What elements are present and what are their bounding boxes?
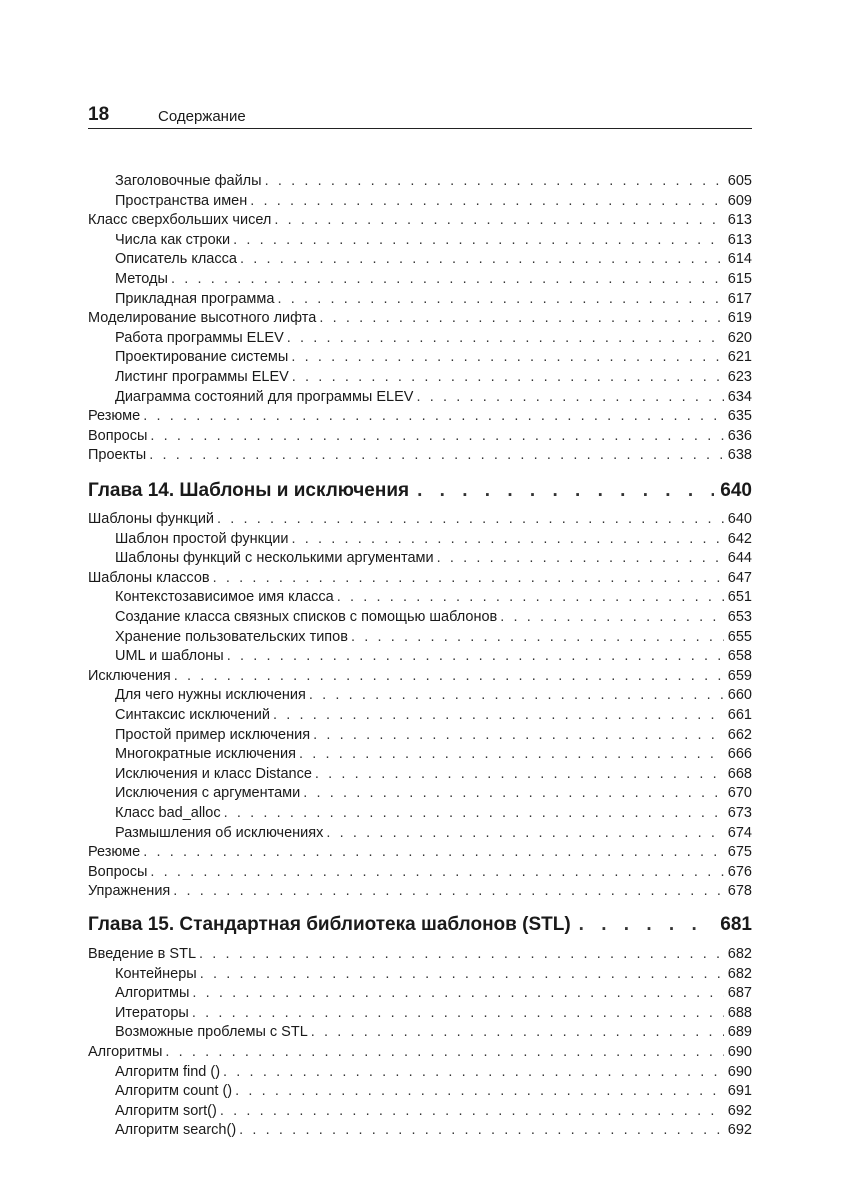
- toc-entry: [88, 1101, 752, 1121]
- toc-entry-title: Контекстозависимое имя класса: [115, 589, 334, 606]
- dot-leader: [416, 387, 723, 407]
- toc-entry: [88, 842, 752, 862]
- dot-leader: [315, 764, 724, 784]
- dot-leader: [173, 881, 724, 901]
- dot-leader: [299, 744, 724, 764]
- toc-entry-page: 617: [727, 290, 752, 307]
- toc-entry-title: Введение в STL: [88, 946, 197, 962]
- toc-entry-page: 689: [727, 1024, 752, 1041]
- dot-leader: [265, 171, 724, 191]
- toc-entry-page: 647: [727, 569, 752, 586]
- dot-leader: [149, 445, 724, 465]
- dot-leader: [351, 627, 724, 647]
- dot-leader: [239, 1120, 724, 1140]
- toc-entry: [88, 862, 752, 882]
- dot-leader: [235, 1081, 724, 1101]
- dot-leader: [150, 426, 723, 446]
- dot-leader: [274, 210, 723, 230]
- toc-entry-page: 673: [727, 805, 752, 821]
- dot-leader: [287, 328, 724, 348]
- toc-entry: [88, 744, 752, 764]
- toc-entry-page: 609: [727, 192, 752, 209]
- dot-leader: [326, 823, 723, 843]
- toc-entry-page: 655: [727, 628, 752, 645]
- dot-leader: [250, 191, 724, 211]
- toc-entry-title: Многократные исключения: [115, 746, 296, 763]
- dot-leader: [309, 685, 724, 705]
- dot-leader: [165, 1042, 723, 1062]
- toc-entry-title: Для чего нужны исключения: [115, 687, 306, 704]
- dot-leader: [227, 646, 724, 666]
- dot-leader: [213, 568, 724, 588]
- toc-entry: [88, 881, 752, 901]
- toc-entry: [88, 783, 752, 803]
- toc-entry-page: 613: [727, 212, 752, 229]
- dot-leader: [200, 964, 724, 984]
- toc-entry-title: Алгоритмы: [115, 985, 190, 1002]
- chapter-title: Глава 14. Шаблоны и исключения: [88, 480, 410, 501]
- toc-entry-page: 690: [727, 1044, 752, 1060]
- toc-entry-title: Прикладная программа: [115, 290, 275, 307]
- toc-entry-title: Алгоритм find (): [115, 1063, 221, 1080]
- toc-entry: [88, 529, 752, 549]
- toc-entry-page: 678: [727, 883, 752, 900]
- toc-entry-page: 623: [727, 369, 752, 385]
- dot-leader: [150, 862, 723, 882]
- toc-entry: [88, 406, 752, 426]
- toc-entry-page: 670: [727, 785, 752, 802]
- toc-entry-title: Шаблон простой функции: [115, 530, 289, 547]
- toc-entry-page: 651: [727, 589, 752, 606]
- toc-entry-title: Шаблоны функций: [88, 511, 215, 527]
- toc-entry-title: Синтаксис исключений: [115, 707, 270, 723]
- dot-leader: [291, 347, 723, 367]
- toc-entry: [88, 666, 752, 686]
- toc-entry-page: 615: [727, 271, 752, 287]
- dot-leader: [319, 308, 723, 328]
- toc-entry-page: 682: [727, 946, 752, 962]
- toc-entry: [88, 367, 752, 387]
- toc-entry-title: Проекты: [88, 447, 147, 464]
- toc-entry: [88, 685, 752, 705]
- toc-entry-page: 621: [727, 349, 752, 366]
- toc-entry: [88, 328, 752, 348]
- dot-leader: [500, 607, 724, 627]
- toc-entry-page: 688: [727, 1004, 752, 1021]
- toc-entry-title: Итераторы: [115, 1004, 189, 1021]
- toc-entry-title: Листинг программы ELEV: [115, 369, 289, 385]
- page-header: [88, 104, 752, 129]
- toc-entry-page: 636: [727, 427, 752, 444]
- toc-entry: [88, 445, 752, 465]
- toc-entry: [88, 944, 752, 964]
- toc-entry-page: 619: [727, 310, 752, 327]
- dot-leader: [437, 548, 724, 568]
- toc-entry-title: Класс bad_alloc: [115, 805, 221, 821]
- toc-entry-page: 692: [727, 1102, 752, 1119]
- toc-entry: [88, 587, 752, 607]
- dot-leader: [199, 944, 724, 964]
- chapter-14-heading: [88, 478, 752, 504]
- toc-entry-title: Шаблоны функций с несколькими аргументами: [115, 550, 434, 567]
- toc-entry-title: Резюме: [88, 408, 141, 425]
- toc-entry-title: Контейнеры: [115, 965, 197, 982]
- toc-entry-page: 662: [727, 726, 752, 743]
- dot-leader: [224, 803, 724, 823]
- dot-leader: [174, 666, 724, 686]
- toc-entry: [88, 249, 752, 269]
- toc-entry-page: 692: [727, 1122, 752, 1139]
- toc-entry-title: Заголовочные файлы: [115, 173, 262, 189]
- toc-entry: [88, 764, 752, 784]
- toc-entry-title: Шаблоны классов: [88, 569, 210, 586]
- toc-entry-page: 659: [727, 667, 752, 684]
- toc-entry: [88, 983, 752, 1003]
- dot-leader: [171, 269, 724, 289]
- dot-leader: [143, 406, 724, 426]
- toc-entry: [88, 548, 752, 568]
- toc-entry: [88, 705, 752, 725]
- toc-entry: [88, 1003, 752, 1023]
- toc-entry-title: Исключения: [88, 667, 171, 684]
- toc-entry: [88, 308, 752, 328]
- toc-entry-page: 666: [727, 746, 752, 763]
- dot-leader: [217, 509, 724, 529]
- toc-entry: [88, 803, 752, 823]
- toc-entry-title: Резюме: [88, 844, 141, 861]
- toc-entry-page: 668: [727, 765, 752, 782]
- toc-entry-title: Пространства имен: [115, 192, 248, 209]
- toc-entry-title: Возможные проблемы с STL: [115, 1024, 308, 1041]
- dot-leader: [292, 529, 724, 549]
- toc-entry: [88, 568, 752, 588]
- dot-leader: [273, 705, 724, 725]
- toc-entry-title: Хранение пользовательских типов: [115, 628, 348, 645]
- dot-leader: [240, 249, 724, 269]
- toc-entry: [88, 289, 752, 309]
- dot-leader: [143, 842, 724, 862]
- toc-entry-title: Алгоритм count (): [115, 1083, 233, 1100]
- toc-entry-title: Исключения и класс Distance: [115, 765, 312, 782]
- toc-entry-page: 642: [727, 530, 752, 547]
- toc-entry: [88, 509, 752, 529]
- toc-entry: [88, 230, 752, 250]
- toc-entry-page: 613: [727, 231, 752, 248]
- chapter-15-heading: [88, 912, 752, 938]
- toc-entry-title: Проектирование системы: [115, 349, 289, 366]
- toc-entry-page: 614: [727, 251, 752, 268]
- toc-entry-title: Алгоритм sort(): [115, 1102, 217, 1119]
- toc-entry-page: 634: [727, 388, 752, 405]
- dot-leader: [192, 983, 723, 1003]
- dot-leader: [192, 1003, 724, 1023]
- toc-entry-title: Алгоритм search(): [115, 1122, 237, 1139]
- running-title: Содержание: [158, 108, 246, 125]
- toc-entry: [88, 646, 752, 666]
- toc-entry: [88, 191, 752, 211]
- toc-entry-title: Простой пример исключения: [115, 726, 311, 743]
- dot-leader: [337, 587, 724, 607]
- toc-entry-title: Класс сверхбольших чисел: [88, 212, 272, 229]
- toc-entry: [88, 171, 752, 191]
- toc-entry-page: 640: [727, 511, 752, 527]
- toc-entry-page: 620: [727, 329, 752, 346]
- toc-entry-page: 644: [727, 550, 752, 567]
- dot-leader: [292, 367, 724, 387]
- toc-entry-title: Алгоритмы: [88, 1044, 163, 1060]
- toc-entry-page: 605: [727, 173, 752, 189]
- toc-entry-page: 661: [727, 707, 752, 723]
- toc-entry-page: 687: [727, 985, 752, 1002]
- dot-leader: [220, 1101, 724, 1121]
- chapter-title: Глава 15. Стандартная библиотека шаблонов (STL): [88, 914, 571, 935]
- toc-entry-page: 682: [727, 965, 752, 982]
- toc-entry-title: Исключения с аргументами: [115, 785, 301, 802]
- toc-entry-title: Создание класса связных списков с помощью шаблонов: [115, 609, 498, 625]
- toc-entry-page: 660: [727, 687, 752, 704]
- toc-entry: [88, 426, 752, 446]
- dot-leader: [311, 1022, 724, 1042]
- page-number: 18: [88, 104, 110, 125]
- toc-entry-title: UML и шаблоны: [115, 648, 224, 665]
- toc-entry: [88, 823, 752, 843]
- toc-entry-title: Размышления об исключениях: [115, 824, 324, 841]
- toc-entry-page: 635: [727, 408, 752, 425]
- toc-entry: [88, 269, 752, 289]
- toc-entry-title: Описатель класса: [115, 251, 237, 268]
- toc-entry: [88, 1081, 752, 1101]
- toc-entry-title: Вопросы: [88, 863, 148, 880]
- toc-entry: [88, 1120, 752, 1140]
- toc-entry-title: Работа программы ELEV: [115, 329, 284, 346]
- toc-entry: [88, 627, 752, 647]
- toc-entry-page: 690: [727, 1063, 752, 1080]
- chapter-page: 640: [720, 480, 752, 501]
- toc-entry: [88, 210, 752, 230]
- toc-entry-page: 675: [727, 844, 752, 861]
- dot-leader: [417, 478, 714, 504]
- dot-leader: [277, 289, 723, 309]
- dot-leader: [223, 1062, 724, 1082]
- toc-entry: [88, 387, 752, 407]
- toc-entry: [88, 1062, 752, 1082]
- dot-leader: [313, 725, 724, 745]
- dot-leader: [233, 230, 724, 250]
- toc-entry-title: Методы: [115, 271, 168, 287]
- toc-entry-title: Вопросы: [88, 427, 148, 444]
- toc-entry: [88, 964, 752, 984]
- toc-entry-page: 653: [727, 609, 752, 625]
- dot-leader: [579, 912, 715, 938]
- toc-entry-page: 691: [727, 1083, 752, 1100]
- toc-entry: [88, 1042, 752, 1062]
- chapter-page: 681: [720, 914, 752, 935]
- toc-entry: [88, 347, 752, 367]
- toc-entry-title: Моделирование высотного лифта: [88, 310, 317, 327]
- toc-entry-title: Диаграмма состояний для программы ELEV: [115, 388, 414, 405]
- toc-entry-title: Числа как строки: [115, 231, 231, 248]
- toc-entry-page: 674: [727, 824, 752, 841]
- toc-entry: [88, 607, 752, 627]
- dot-leader: [303, 783, 724, 803]
- toc-entry: [88, 1022, 752, 1042]
- toc-entry-title: Упражнения: [88, 883, 171, 900]
- toc-entry: [88, 725, 752, 745]
- toc-entry-page: 676: [727, 863, 752, 880]
- toc-entry-page: 638: [727, 447, 752, 464]
- toc-entry-page: 658: [727, 648, 752, 665]
